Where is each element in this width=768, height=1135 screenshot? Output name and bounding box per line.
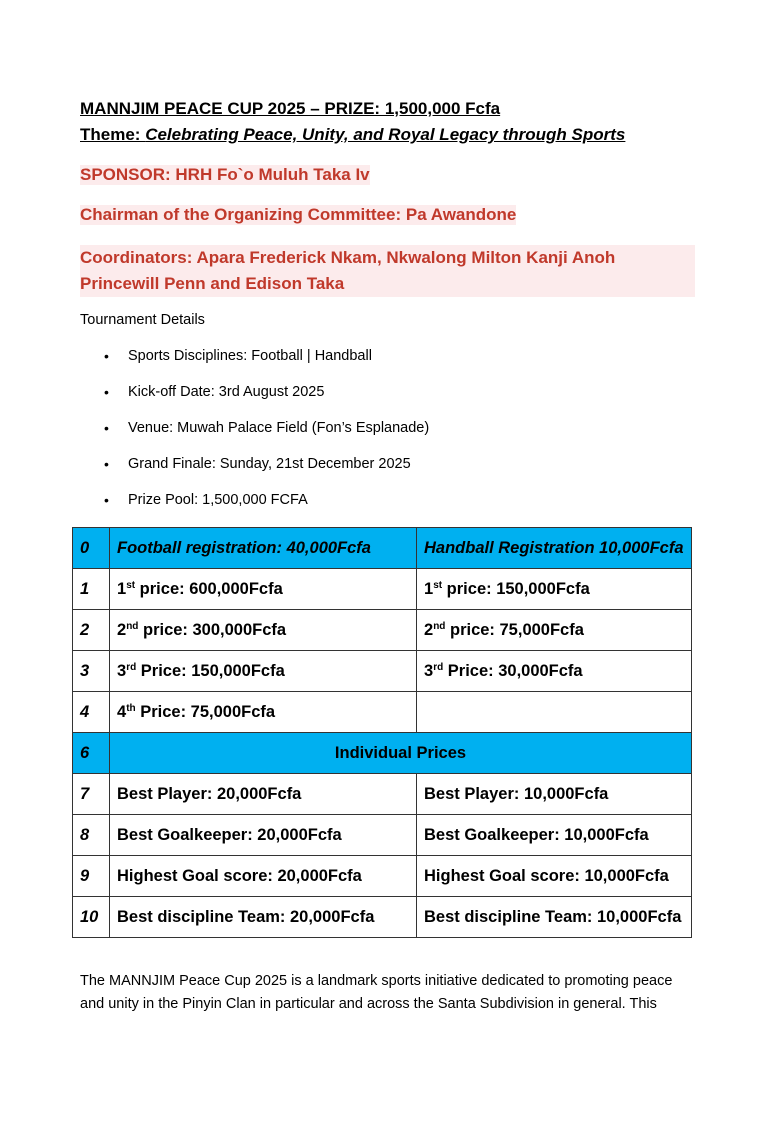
row-number: 0 xyxy=(73,528,110,569)
bullet-icon: • xyxy=(104,384,109,400)
ordinal-suffix: rd xyxy=(433,661,444,673)
theme-label: Theme: xyxy=(80,125,146,144)
ordinal-suffix: nd xyxy=(126,620,139,632)
prize-table xyxy=(72,527,692,938)
theme-line xyxy=(80,125,625,145)
prize-text: Price: 30,000Fcfa xyxy=(443,661,583,680)
table-row xyxy=(73,774,692,815)
table-section-row xyxy=(73,733,692,774)
list-item-text: Grand Finale: Sunday, 21st December 2025 xyxy=(128,456,411,472)
document-title: MANNJIM PEACE CUP 2025 – PRIZE: 1,500,000 Fcfa xyxy=(80,99,501,118)
row-number: 8 xyxy=(73,815,110,856)
sponsor-line: SPONSOR: HRH Fo`o Muluh Taka Iv xyxy=(80,165,370,184)
intro-paragraph: The MANNJIM Peace Cup 2025 is a landmark sports initiative dedicated to promoting peace and unity in the Pinyin Clan in particular and across the Santa Subdivision in general. This xyxy=(80,973,673,1012)
list-item xyxy=(100,454,429,490)
ordinal-suffix: rd xyxy=(126,661,137,673)
row-number: 2 xyxy=(73,610,110,651)
list-item-text: Kick-off Date: 3rd August 2025 xyxy=(128,384,325,400)
details-heading: Tournament Details xyxy=(80,312,205,328)
handball-award-cell: Best Player: 10,000Fcfa xyxy=(417,774,692,815)
football-registration-cell: Football registration: 40,000Fcfa xyxy=(110,528,417,569)
ordinal-suffix: st xyxy=(126,579,136,591)
bullet-icon: • xyxy=(104,420,109,436)
handball-registration-cell: Handball Registration 10,000Fcfa xyxy=(417,528,692,569)
row-number: 9 xyxy=(73,856,110,897)
football-award-cell: Best Goalkeeper: 20,000Fcfa xyxy=(110,815,417,856)
bullet-icon: • xyxy=(104,492,109,508)
football-prize-cell xyxy=(110,651,417,692)
football-prize-cell xyxy=(110,692,417,733)
row-number: 1 xyxy=(73,569,110,610)
list-item xyxy=(100,418,429,454)
prize-text: price: 300,000Fcfa xyxy=(138,620,287,639)
list-item xyxy=(100,346,429,382)
ordinal-suffix: nd xyxy=(433,620,446,632)
handball-award-cell: Best Goalkeeper: 10,000Fcfa xyxy=(417,815,692,856)
handball-award-cell: Highest Goal score: 10,000Fcfa xyxy=(417,856,692,897)
ordinal: 2 xyxy=(117,620,127,639)
handball-prize-cell xyxy=(417,651,692,692)
prize-text: Price: 75,000Fcfa xyxy=(135,702,276,721)
prize-text: Price: 150,000Fcfa xyxy=(136,661,285,680)
row-number: 3 xyxy=(73,651,110,692)
ordinal: 4 xyxy=(117,702,127,721)
table-row xyxy=(73,651,692,692)
section-title: Individual Prices xyxy=(110,733,692,774)
chairman-line: Chairman of the Organizing Committee: Pa Awandone xyxy=(80,205,517,224)
football-award-cell: Highest Goal score: 20,000Fcfa xyxy=(110,856,417,897)
handball-prize-cell xyxy=(417,692,692,733)
list-item-text: Venue: Muwah Palace Field (Fon’s Esplanade) xyxy=(128,420,430,436)
table-row xyxy=(73,856,692,897)
handball-prize-cell xyxy=(417,610,692,651)
table-row xyxy=(73,692,692,733)
football-prize-cell xyxy=(110,610,417,651)
prize-text: price: 150,000Fcfa xyxy=(442,579,590,598)
row-number: 10 xyxy=(73,897,110,938)
ordinal: 3 xyxy=(424,661,434,680)
coordinators-line: Coordinators: Apara Frederick Nkam, Nkwalong Milton Kanji Anoh Princewill Penn and Edison Taka xyxy=(80,245,695,297)
bullet-icon: • xyxy=(104,456,109,472)
football-prize-cell xyxy=(110,569,417,610)
row-number: 4 xyxy=(73,692,110,733)
bullet-icon: • xyxy=(104,348,109,364)
table-header-row xyxy=(73,528,692,569)
list-item-text: Prize Pool: 1,500,000 FCFA xyxy=(128,492,308,508)
table-row xyxy=(73,610,692,651)
handball-prize-cell xyxy=(417,569,692,610)
theme-text: Celebrating Peace, Unity, and Royal Legacy through Sports xyxy=(145,125,626,144)
ordinal-suffix: th xyxy=(126,702,136,714)
list-item xyxy=(100,490,429,526)
list-item-text: Sports Disciplines: Football | Handball xyxy=(128,348,372,364)
ordinal-suffix: st xyxy=(433,579,443,591)
list-item xyxy=(100,382,429,418)
ordinal: 3 xyxy=(117,661,127,680)
prize-text: price: 600,000Fcfa xyxy=(135,579,283,598)
football-award-cell: Best Player: 20,000Fcfa xyxy=(110,774,417,815)
ordinal: 1 xyxy=(424,579,434,598)
table-row xyxy=(73,569,692,610)
details-list xyxy=(100,346,429,526)
ordinal: 1 xyxy=(117,579,127,598)
table-row xyxy=(73,815,692,856)
football-award-cell: Best discipline Team: 20,000Fcfa xyxy=(110,897,417,938)
handball-award-cell: Best discipline Team: 10,000Fcfa xyxy=(417,897,692,938)
row-number: 6 xyxy=(73,733,110,774)
row-number: 7 xyxy=(73,774,110,815)
ordinal: 2 xyxy=(424,620,434,639)
prize-text: price: 75,000Fcfa xyxy=(445,620,584,639)
table-row xyxy=(73,897,692,938)
